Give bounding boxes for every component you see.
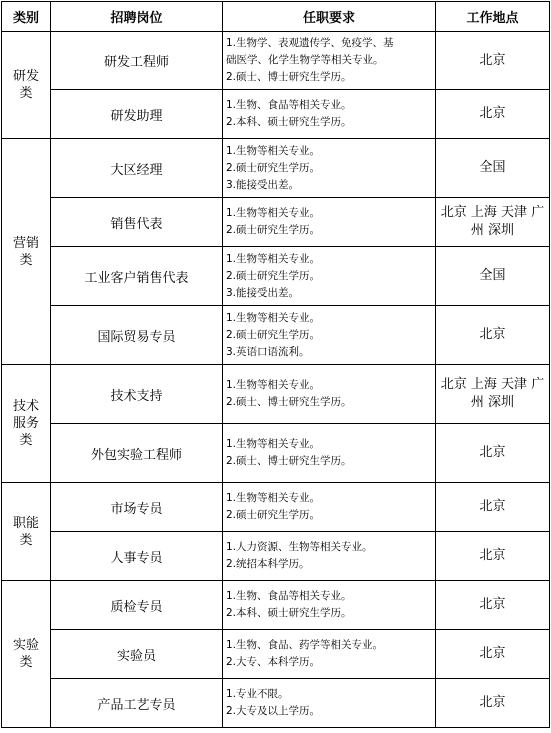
location-cell: 北京 bbox=[436, 532, 550, 581]
requirement-line: 1.生物等相关专业。 bbox=[226, 379, 321, 391]
category-cell bbox=[2, 139, 51, 365]
header-location: 工作地点 bbox=[436, 2, 550, 32]
table-body bbox=[2, 32, 550, 728]
location-cell: 北京 上海 天津 广州 深圳 bbox=[436, 365, 550, 424]
header-requirements: 任职要求 bbox=[223, 2, 436, 32]
location-cell: 北京 bbox=[436, 306, 550, 365]
position-cell: 质检专员 bbox=[51, 581, 223, 630]
category-cell bbox=[2, 483, 51, 581]
requirement-line: 2.大专、本科学历。 bbox=[226, 656, 321, 668]
requirement-line: 1.生物、食品、药学等相关专业。 bbox=[226, 639, 384, 651]
category-cell bbox=[2, 32, 51, 139]
requirement-line: 1.生物等相关专业。 bbox=[226, 311, 321, 324]
requirement-line: 2.硕士研究生学历。 bbox=[226, 269, 321, 282]
requirement-line: 1.专业不限。 bbox=[226, 688, 289, 700]
table-row bbox=[2, 630, 550, 679]
requirement-line: 2.大专及以上学历。 bbox=[226, 705, 321, 717]
header-row bbox=[2, 2, 550, 32]
category-label: 技术服务类 bbox=[12, 399, 39, 448]
table-row bbox=[2, 679, 550, 728]
requirement-line: 2.硕士、博士研究生学历。 bbox=[226, 455, 352, 467]
position-cell: 研发助理 bbox=[51, 90, 223, 139]
location-cell: 北京 bbox=[436, 630, 550, 679]
requirements-cell bbox=[223, 247, 436, 306]
table-row bbox=[2, 139, 550, 198]
table-row bbox=[2, 365, 550, 424]
requirements-cell bbox=[223, 483, 436, 532]
category-label: 研发类 bbox=[12, 69, 39, 101]
requirements-cell bbox=[223, 532, 436, 581]
requirement-line: 2.硕士研究生学历。 bbox=[226, 161, 321, 174]
requirement-line: 2.硕士研究生学历。 bbox=[226, 509, 321, 521]
location-cell: 北京 bbox=[436, 32, 550, 90]
requirement-line: 1.人力资源、生物等相关专业。 bbox=[226, 541, 373, 553]
requirement-line: 1.生物学、表观遗传学、免疫学、基 bbox=[226, 37, 394, 49]
recruitment-table bbox=[1, 1, 550, 728]
table-row bbox=[2, 90, 550, 139]
location-cell: 全国 bbox=[436, 139, 550, 198]
requirement-line: 2.硕士研究生学历。 bbox=[226, 224, 321, 236]
position-cell: 国际贸易专员 bbox=[51, 306, 223, 365]
requirement-line: 1.生物、食品等相关专业。 bbox=[226, 99, 352, 111]
table-row bbox=[2, 424, 550, 483]
requirements-cell bbox=[223, 90, 436, 139]
position-cell: 销售代表 bbox=[51, 198, 223, 247]
requirement-line: 1.生物等相关专业。 bbox=[226, 144, 321, 157]
requirement-line: 1.生物、食品等相关专业。 bbox=[226, 590, 352, 602]
requirements-cell bbox=[223, 306, 436, 365]
table-row bbox=[2, 581, 550, 630]
requirement-line: 1.生物等相关专业。 bbox=[226, 252, 321, 265]
position-cell: 研发工程师 bbox=[51, 32, 223, 90]
category-label: 营销类 bbox=[12, 235, 39, 268]
table-row bbox=[2, 532, 550, 581]
location-cell: 北京 bbox=[436, 483, 550, 532]
requirement-line: 3.能接受出差。 bbox=[226, 178, 300, 191]
position-cell: 外包实验工程师 bbox=[51, 424, 223, 483]
location-cell: 北京 bbox=[436, 424, 550, 483]
location-cell: 全国 bbox=[436, 247, 550, 306]
requirement-line: 2.统招本科学历。 bbox=[226, 558, 310, 570]
requirement-line: 2.硕士研究生学历。 bbox=[226, 328, 321, 341]
requirement-line: 3.英语口语流利。 bbox=[226, 345, 310, 358]
category-label: 实验类 bbox=[12, 638, 39, 670]
requirement-line: 3.能接受出差。 bbox=[226, 286, 300, 299]
requirement-line: 2.硕士、博士研究生学历。 bbox=[226, 71, 352, 83]
header-category: 类别 bbox=[2, 2, 51, 32]
requirements-cell bbox=[223, 198, 436, 247]
table-row bbox=[2, 32, 550, 90]
requirement-line: 础医学、化学生物学等相关专业。 bbox=[226, 54, 384, 66]
location-cell: 北京 bbox=[436, 581, 550, 630]
position-cell: 工业客户销售代表 bbox=[51, 247, 223, 306]
position-cell: 实验员 bbox=[51, 630, 223, 679]
table-row bbox=[2, 483, 550, 532]
position-cell: 产品工艺专员 bbox=[51, 679, 223, 728]
table-row bbox=[2, 198, 550, 247]
category-label: 职能类 bbox=[12, 515, 39, 548]
requirement-line: 1.生物等相关专业。 bbox=[226, 492, 321, 504]
location-cell: 北京 bbox=[436, 90, 550, 139]
position-cell: 大区经理 bbox=[51, 139, 223, 198]
requirements-cell bbox=[223, 581, 436, 630]
table-row bbox=[2, 306, 550, 365]
category-cell bbox=[2, 581, 51, 728]
requirement-line: 1.生物等相关专业。 bbox=[226, 438, 321, 450]
location-cell: 北京 上海 天津 广州 深圳 bbox=[436, 198, 550, 247]
position-cell: 技术支持 bbox=[51, 365, 223, 424]
category-cell bbox=[2, 365, 51, 483]
requirement-line: 2.硕士、博士研究生学历。 bbox=[226, 396, 352, 408]
position-cell: 人事专员 bbox=[51, 532, 223, 581]
requirements-cell bbox=[223, 424, 436, 483]
requirements-cell bbox=[223, 32, 436, 90]
requirements-cell bbox=[223, 365, 436, 424]
requirements-cell bbox=[223, 139, 436, 198]
header-position: 招聘岗位 bbox=[51, 2, 223, 32]
position-cell: 市场专员 bbox=[51, 483, 223, 532]
location-cell: 北京 bbox=[436, 679, 550, 728]
requirement-line: 2.本科、硕士研究生学历。 bbox=[226, 116, 352, 128]
requirement-line: 2.本科、硕士研究生学历。 bbox=[226, 607, 352, 619]
table-row bbox=[2, 247, 550, 306]
requirements-cell bbox=[223, 679, 436, 728]
requirements-cell bbox=[223, 630, 436, 679]
requirement-line: 1.生物等相关专业。 bbox=[226, 207, 321, 219]
